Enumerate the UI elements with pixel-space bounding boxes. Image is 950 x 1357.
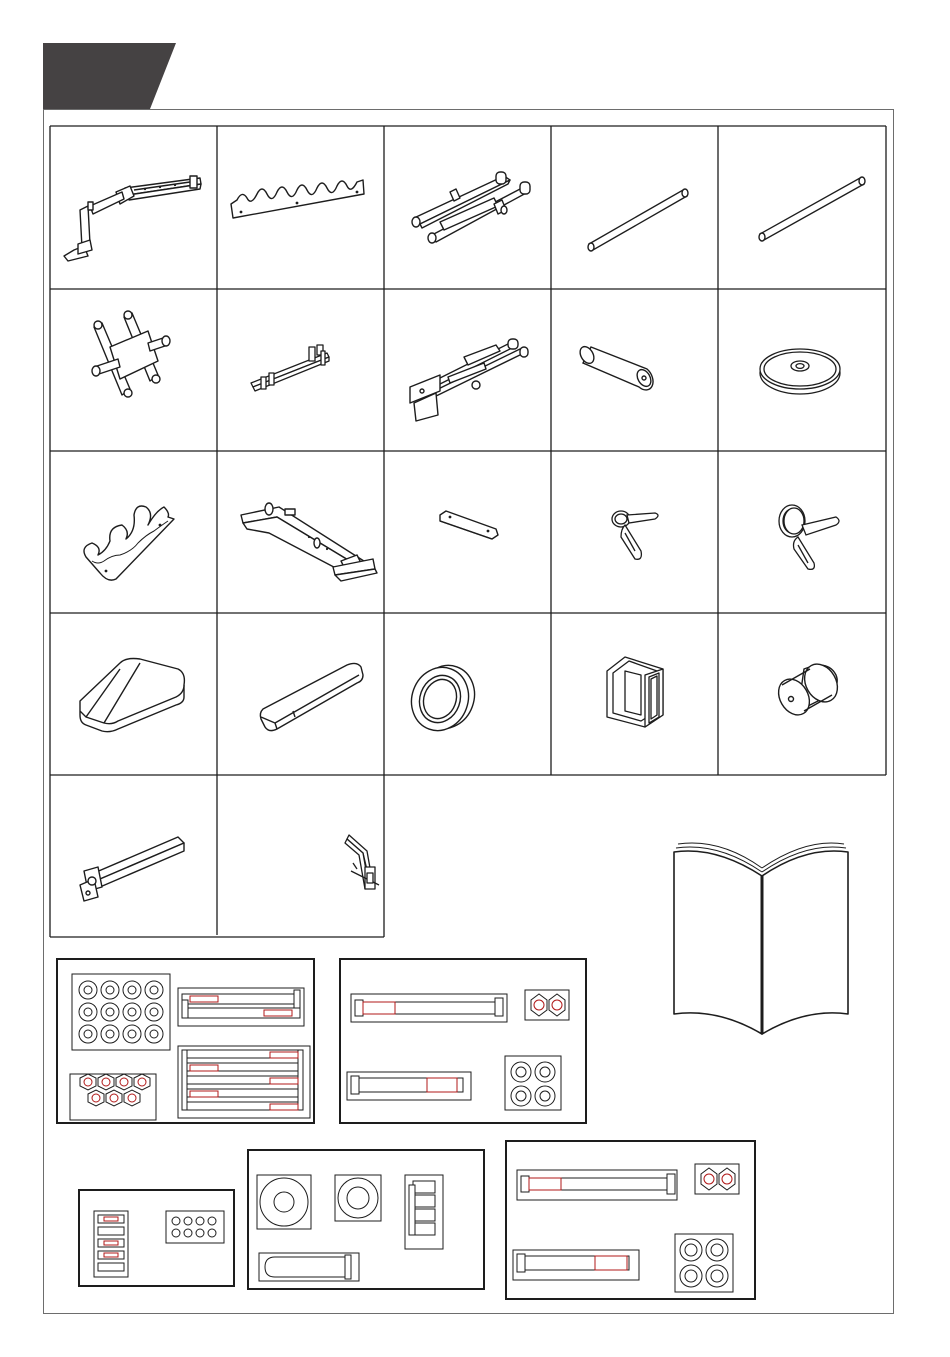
hardware-pack-a <box>56 958 315 1124</box>
hardware-pack-d <box>247 1149 485 1290</box>
leg-developer-icon <box>50 289 217 451</box>
seat-frame-icon <box>384 126 551 289</box>
part-foam-roller <box>551 289 718 451</box>
tube-long-icon <box>718 126 886 289</box>
spring-clip-large-icon <box>718 451 886 613</box>
spring-clip-small-icon <box>551 451 718 613</box>
part-square-end-cap <box>551 613 718 775</box>
part-flat-plate <box>384 451 551 613</box>
foam-roller-icon <box>551 289 718 451</box>
part-tube-long-b <box>718 126 886 289</box>
hardware-pack-e <box>505 1140 756 1300</box>
hardware-pack-c-icon <box>80 1191 233 1285</box>
part-seat-pad <box>50 613 217 775</box>
part-weight-plate <box>718 289 886 451</box>
part-rear-leg-tube <box>50 775 217 937</box>
weight-rack-bar-icon <box>217 126 384 289</box>
owners-manual-icon <box>660 838 860 1038</box>
part-spring-clip-small <box>551 451 718 613</box>
hardware-pack-e-icon <box>507 1142 754 1298</box>
part-weight-rack-bar <box>217 126 384 289</box>
part-tube-long-a <box>551 126 718 289</box>
part-rear-frame <box>384 289 551 451</box>
part-main-frame <box>50 126 217 289</box>
bushing-ring-icon <box>384 613 551 775</box>
part-round-end-cap <box>718 613 886 775</box>
part-spring-clip-large <box>718 451 886 613</box>
part-base-stabilizer <box>217 451 384 613</box>
weight-plate-icon <box>718 289 886 451</box>
section-header-tab <box>43 43 176 109</box>
main-frame-icon <box>50 126 217 289</box>
arm-bracket-icon <box>217 289 384 451</box>
part-seat-frame <box>384 126 551 289</box>
pop-pin-bracket-icon <box>217 775 384 935</box>
part-pop-pin-bracket <box>217 775 384 935</box>
part-bushing-ring <box>384 613 551 775</box>
hardware-pack-c <box>78 1189 235 1287</box>
rear-frame-icon <box>384 289 551 451</box>
rear-leg-tube-icon <box>50 775 217 937</box>
back-pad-icon <box>217 613 384 775</box>
flat-plate-icon <box>384 451 551 613</box>
parts-grid <box>48 124 888 938</box>
uprights-bracket-icon <box>50 451 217 613</box>
part-leg-developer <box>50 289 217 451</box>
hardware-pack-b <box>339 958 587 1124</box>
round-end-cap-icon <box>718 613 886 775</box>
part-back-pad <box>217 613 384 775</box>
part-uprights-bracket <box>50 451 217 613</box>
seat-pad-icon <box>50 613 217 775</box>
tube-long-icon <box>551 126 718 289</box>
base-stabilizer-icon <box>217 451 384 613</box>
part-arm-bracket <box>217 289 384 451</box>
hardware-pack-b-icon <box>341 960 585 1122</box>
owners-manual <box>660 838 860 1038</box>
square-end-cap-icon <box>551 613 718 775</box>
hardware-pack-d-icon <box>249 1151 483 1288</box>
hardware-pack-a-icon <box>58 960 313 1122</box>
